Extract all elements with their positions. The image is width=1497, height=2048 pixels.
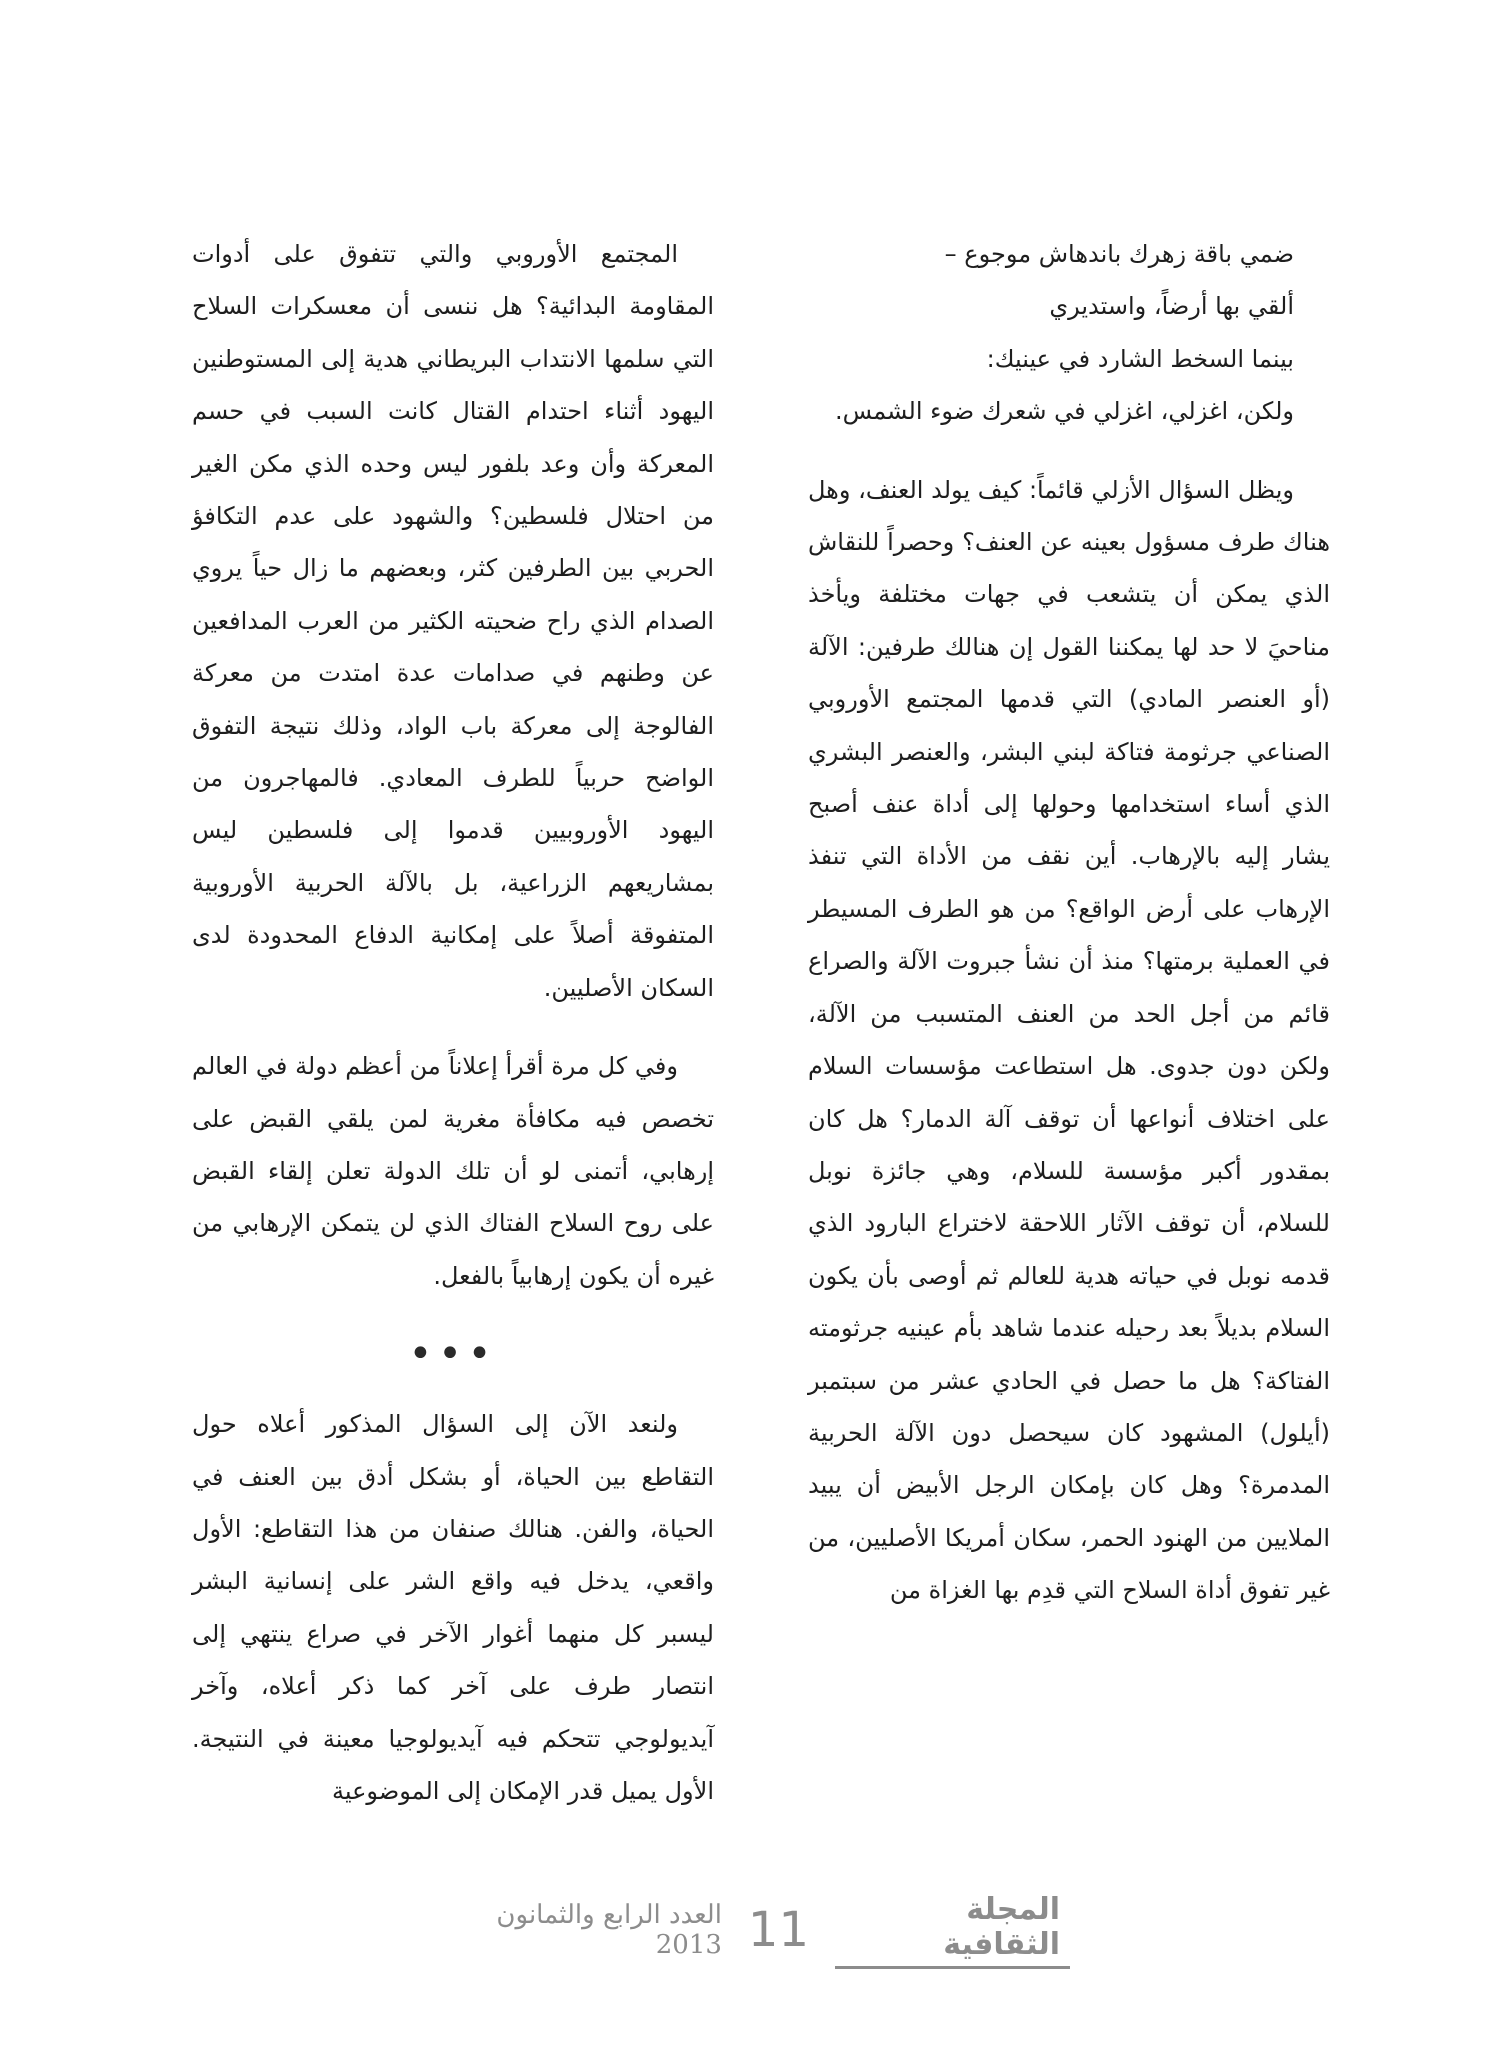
page-footer <box>430 1891 1070 1962</box>
paragraph: ولنعد الآن إلى السؤال المذكور أعلاه حول التقاطع بين الحياة، أو بشكل أدق بين العنف في الحياة، والفن. هنالك صنفان من هذا التقاطع: الأول واقعي، يدخل فيه واقع الشر على إنسانية البشر ليسبر كل منهما أغوار الآخر في صراع ينتهي إلى انتصار طرف على آخر كما ذكر أعلاه، وآخر آيديولوجي تتحكم فيه آيديولوجيا معينة في النتيجة. الأول يميل قدر الإمكان إلى الموضوعية <box>192 1410 714 1805</box>
poem-line: ولكن، اغزلي، اغزلي في شعرك ضوء الشمس. <box>835 397 1294 426</box>
page-number: 11 <box>747 1902 809 1958</box>
poem-line: ألقي بها أرضاً، واستديري <box>1049 292 1294 321</box>
poem-line: ضمي باقة زهرك باندهاش موجوع – <box>944 240 1294 268</box>
paragraph: ويظل السؤال الأزلي قائماً: كيف يولد العنف، وهل هناك طرف مسؤول بعينه عن العنف؟ وحصراً للنقاش الذي يمكن أن يتشعب في جهات مختلفة ويأخذ مناحيَ لا حد لها يمكننا القول إن هنالك طرفين: الآلة (أو العنصر المادي) التي قدمها المجتمع الأوروبي الصناعي جرثومة فتاكة لبني البشر، والعنصر البشري الذي أساء استخدامها وحولها إلى أداة عنف أصبح يشار إليه بالإرهاب. أين نقف من الأداة التي تنفذ الإرهاب على أرض الواقع؟ من هو الطرف المسيطر في العملية برمتها؟ منذ أن نشأ جبروت الآلة والصراع قائم من أجل الحد من العنف المتسبب من الآلة، ولكن دون جدوى. هل استطاعت مؤسسات السلام على اختلاف أنواعها أن توقف آلة الدمار؟ هل كان بمقدور أكبر مؤسسة للسلام، وهي جائزة نوبل للسلام، أن توقف الآثار اللاحقة لاختراع البارود الذي قدمه نوبل في حياته هدية للعالم ثم أوصى بأن يكون السلام بديلاً بعد رحيله عندما شاهد بأم عينيه جرثومته الفتاكة؟ هل ما حصل في الحادي عشر من سبتمبر (أيلول) المشهود كان سيحصل دون الآلة الحربية المدمرة؟ وهل كان بإمكان الرجل الأبيض أن يبيد الملايين من الهنود الحمر، سكان أمريكا الأصليين، من غير تفوق أداة السلاح التي قدِم بها الغزاة من <box>808 475 1330 1605</box>
paragraph: المجتمع الأوروبي والتي تتفوق على أدوات المقاومة البدائية؟ هل ننسى أن معسكرات السلاح التي سلمها الانتداب البريطاني هدية إلى المستوطنين اليهود أثناء احتدام القتال كانت السبب في حسم المعركة وأن وعد بلفور ليس وحده الذي مكن الغير من احتلال فلسطين؟ والشهود على عدم التكافؤ الحربي بين الطرفين كثر، وبعضهم ما زال حياً يروي الصدام الذي راح ضحيته الكثير من العرب المدافعين عن وطنهم في صدامات عدة امتدت من معركة الفالوجة إلى معركة باب الواد، وذلك نتيجة التفوق الواضح حربياً للطرف المعادي. فالمهاجرون من اليهود الأوروبيين قدموا إلى فلسطين ليس بمشاريعهم الزراعية، بل بالآلة الحربية الأوروبية المتفوقة أصلاً على إمكانية الدفاع المحدودة لدى السكان الأصليين. <box>192 240 714 1002</box>
magazine-logo: المجلة الثقافية <box>835 1892 1070 1969</box>
left-column <box>192 228 714 1817</box>
issue-label: العدد الرابع والثمانون 2013 <box>496 1900 722 1960</box>
right-column <box>808 228 1330 1617</box>
paragraph: وفي كل مرة أقرأ إعلاناً من أعظم دولة في العالم تخصص فيه مكافأة مغرية لمن يلقي القبض على إرهابي، أتمنى لو أن تلك الدولة تعلن إلقاء القبض على روح السلاح الفتاك الذي لن يتمكن الإرهابي من غيره أن يكون إرهابياً بالفعل. <box>192 1052 714 1290</box>
section-separator: ••• <box>408 1331 498 1378</box>
poem-line: بينما السخط الشارد في عينيك: <box>986 344 1294 373</box>
poem <box>808 228 1330 438</box>
